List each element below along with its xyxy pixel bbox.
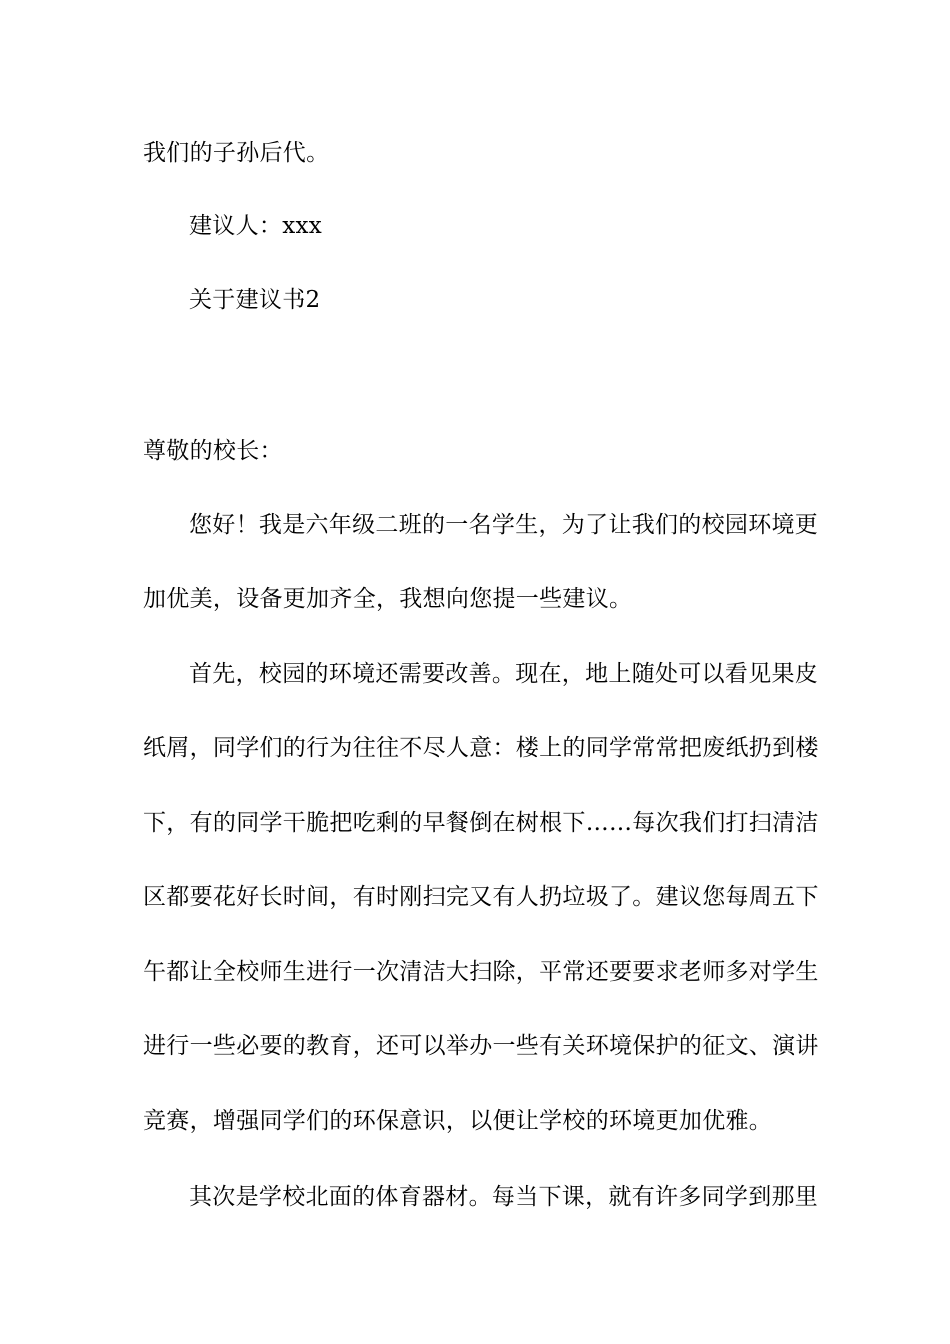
signer-line: 建议人：xxx [189, 213, 323, 239]
salutation: 尊敬的校长： [143, 438, 283, 464]
paragraph-line: 午都让全校师生进行一次清洁大扫除，平常还要要求老师多对学生 [143, 959, 819, 985]
paragraph-line: 进行一些必要的教育，还可以举办一些有关环境保护的征文、演讲 [143, 1033, 819, 1059]
paragraph-line: 其次是学校北面的体育器材。每当下课，就有许多同学到那里 [189, 1184, 819, 1210]
paragraph-line: 竞赛，增强同学们的环保意识，以便让学校的环境更加优雅。 [143, 1108, 773, 1134]
paragraph-line: 纸屑，同学们的行为往往不尽人意：楼上的同学常常把废纸扔到楼 [143, 735, 819, 761]
section-title: 关于建议书2 [189, 287, 321, 313]
paragraph-line: 区都要花好长时间，有时刚扫完又有人扔垃圾了。建议您每周五下 [143, 884, 819, 910]
paragraph-line: 加优美，设备更加齐全，我想向您提一些建议。 [143, 586, 633, 612]
paragraph-line: 下，有的同学干脆把吃剩的早餐倒在树根下……每次我们打扫清洁 [143, 810, 819, 836]
paragraph-line: 您好！我是六年级二班的一名学生，为了让我们的校园环境更 [189, 512, 819, 538]
text-line: 我们的子孙后代。 [143, 140, 330, 166]
paragraph-line: 首先，校园的环境还需要改善。现在，地上随处可以看见果皮 [189, 661, 819, 687]
